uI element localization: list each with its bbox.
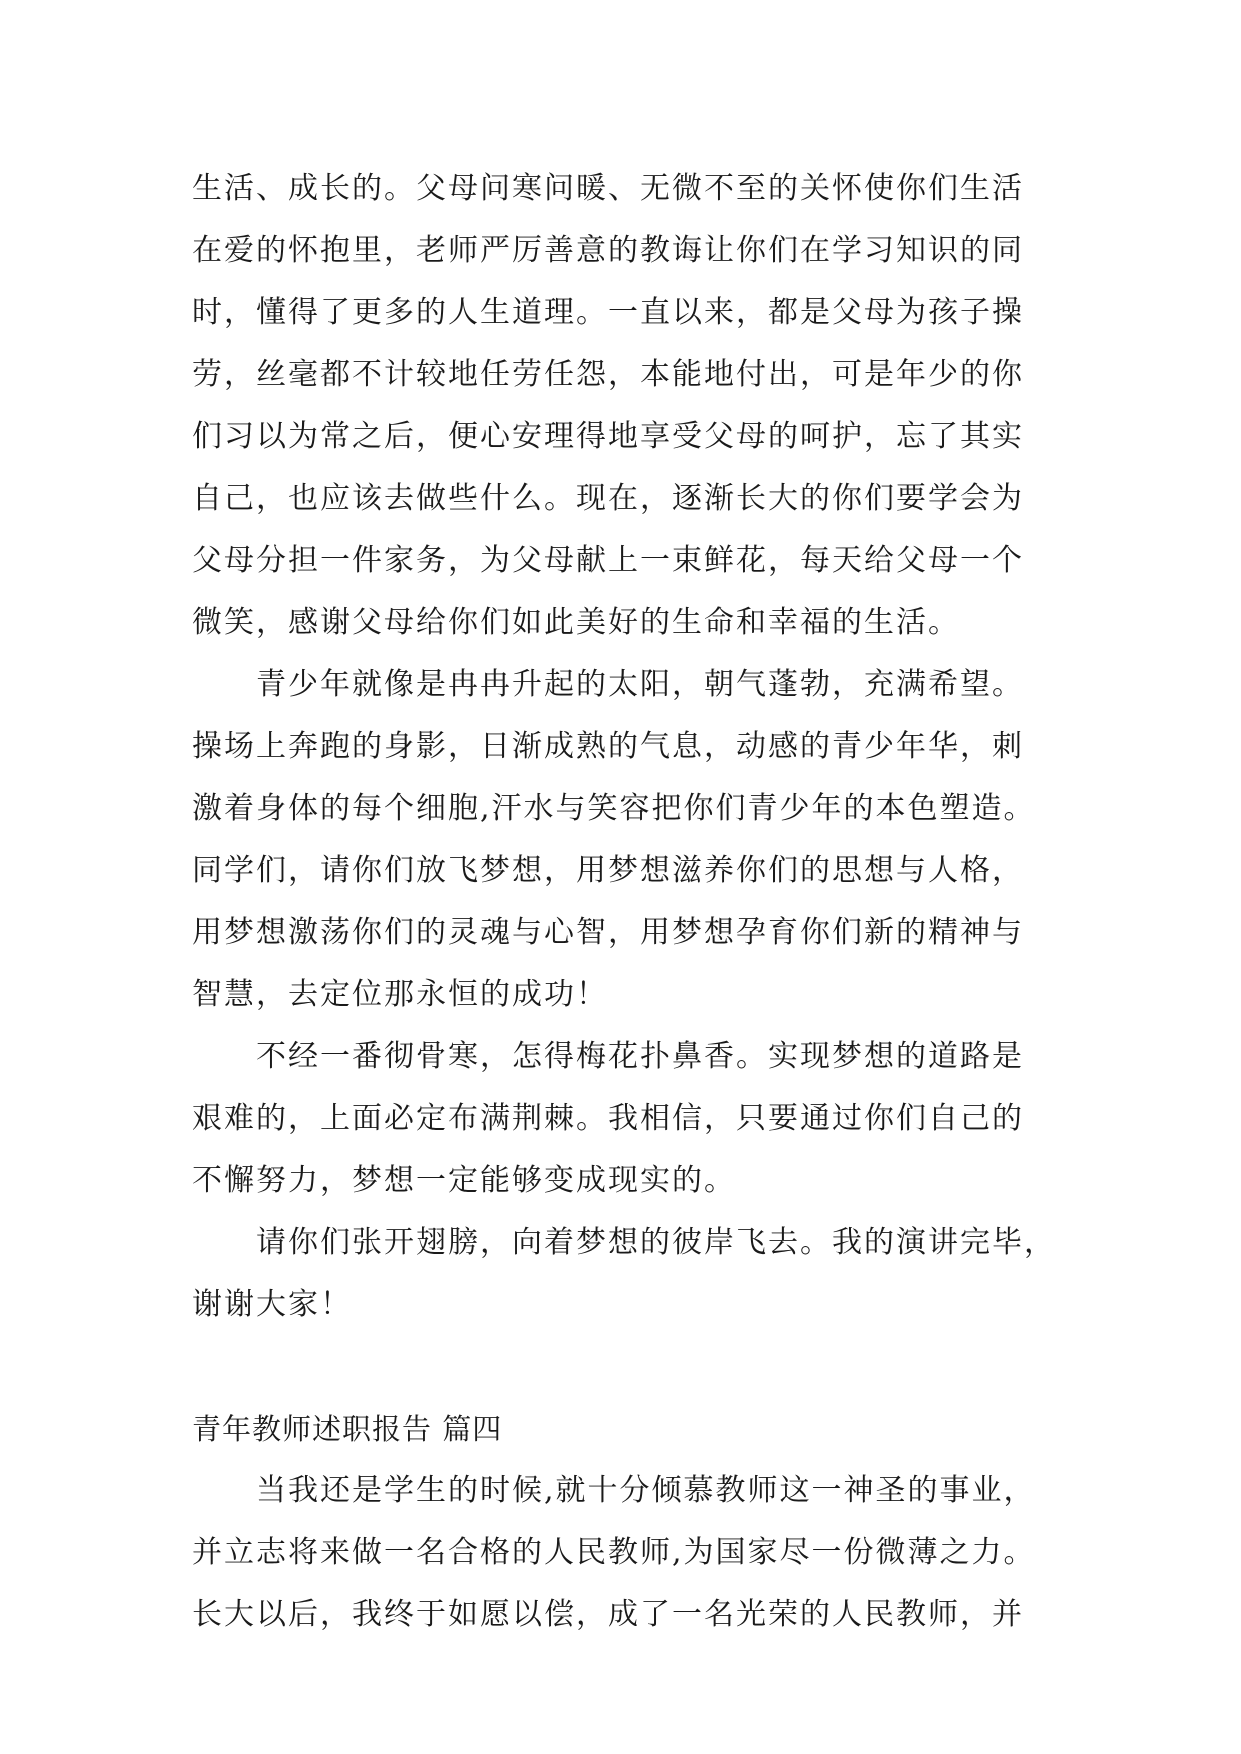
text-line: 用梦想激荡你们的灵魂与心智，用梦想孕育你们新的精神与: [192, 915, 1024, 950]
paragraph-gap: [192, 1336, 1052, 1398]
text-line: 同学们，请你们放飞梦想，用梦想滋养你们的思想与人格，: [192, 853, 1024, 888]
text-line: 父母分担一件家务，为父母献上一束鲜花，每天给父母一个: [192, 543, 1024, 578]
text-line: 劳，丝毫都不计较地任劳任怨，本能地付出，可是年少的你: [192, 357, 1024, 392]
text-line: 在爱的怀抱里，老师严厉善意的教诲让你们在学习知识的同: [192, 233, 1024, 268]
text-line: 当我还是学生的时候,就十分倾慕教师这一神圣的事业，: [192, 1473, 1036, 1508]
section-heading: 青年教师述职报告 篇四: [192, 1412, 503, 1446]
text-line: 智慧，去定位那永恒的成功！: [192, 977, 608, 1012]
text-line: 生活、成长的。父母问寒问暖、无微不至的关怀使你们生活: [192, 171, 1024, 206]
text-line: 不经一番彻骨寒，怎得梅花扑鼻香。实现梦想的道路是: [192, 1039, 1024, 1074]
text-line: 长大以后，我终于如愿以偿，成了一名光荣的人民教师，并: [192, 1597, 1024, 1632]
text-line: 微笑，感谢父母给你们如此美好的生命和幸福的生活。: [192, 605, 960, 640]
text-line: 艰难的，上面必定布满荆棘。我相信，只要通过你们自己的: [192, 1101, 1024, 1136]
text-line: 自己，也应该去做些什么。现在，逐渐长大的你们要学会为: [192, 481, 1024, 516]
text-line: 青少年就像是冉冉升起的太阳，朝气蓬勃，充满希望。: [192, 667, 1024, 702]
text-line: 激着身体的每个细胞,汗水与笑容把你们青少年的本色塑造。: [192, 791, 1036, 826]
document-body: [192, 158, 1056, 1646]
text-line: 请你们张开翅膀，向着梦想的彼岸飞去。我的演讲完毕，: [192, 1225, 1056, 1260]
text-line: 并立志将来做一名合格的人民教师,为国家尽一份微薄之力。: [192, 1535, 1036, 1570]
text-line: 们习以为常之后，便心安理得地享受父母的呵护，忘了其实: [192, 419, 1024, 454]
text-line: 操场上奔跑的身影，日渐成熟的气息，动感的青少年华，刺: [192, 729, 1024, 764]
text-line: 谢谢大家！: [192, 1287, 352, 1322]
text-line: 不懈努力，梦想一定能够变成现实的。: [192, 1163, 736, 1198]
text-line: 时，懂得了更多的人生道理。一直以来，都是父母为孩子操: [192, 295, 1024, 330]
